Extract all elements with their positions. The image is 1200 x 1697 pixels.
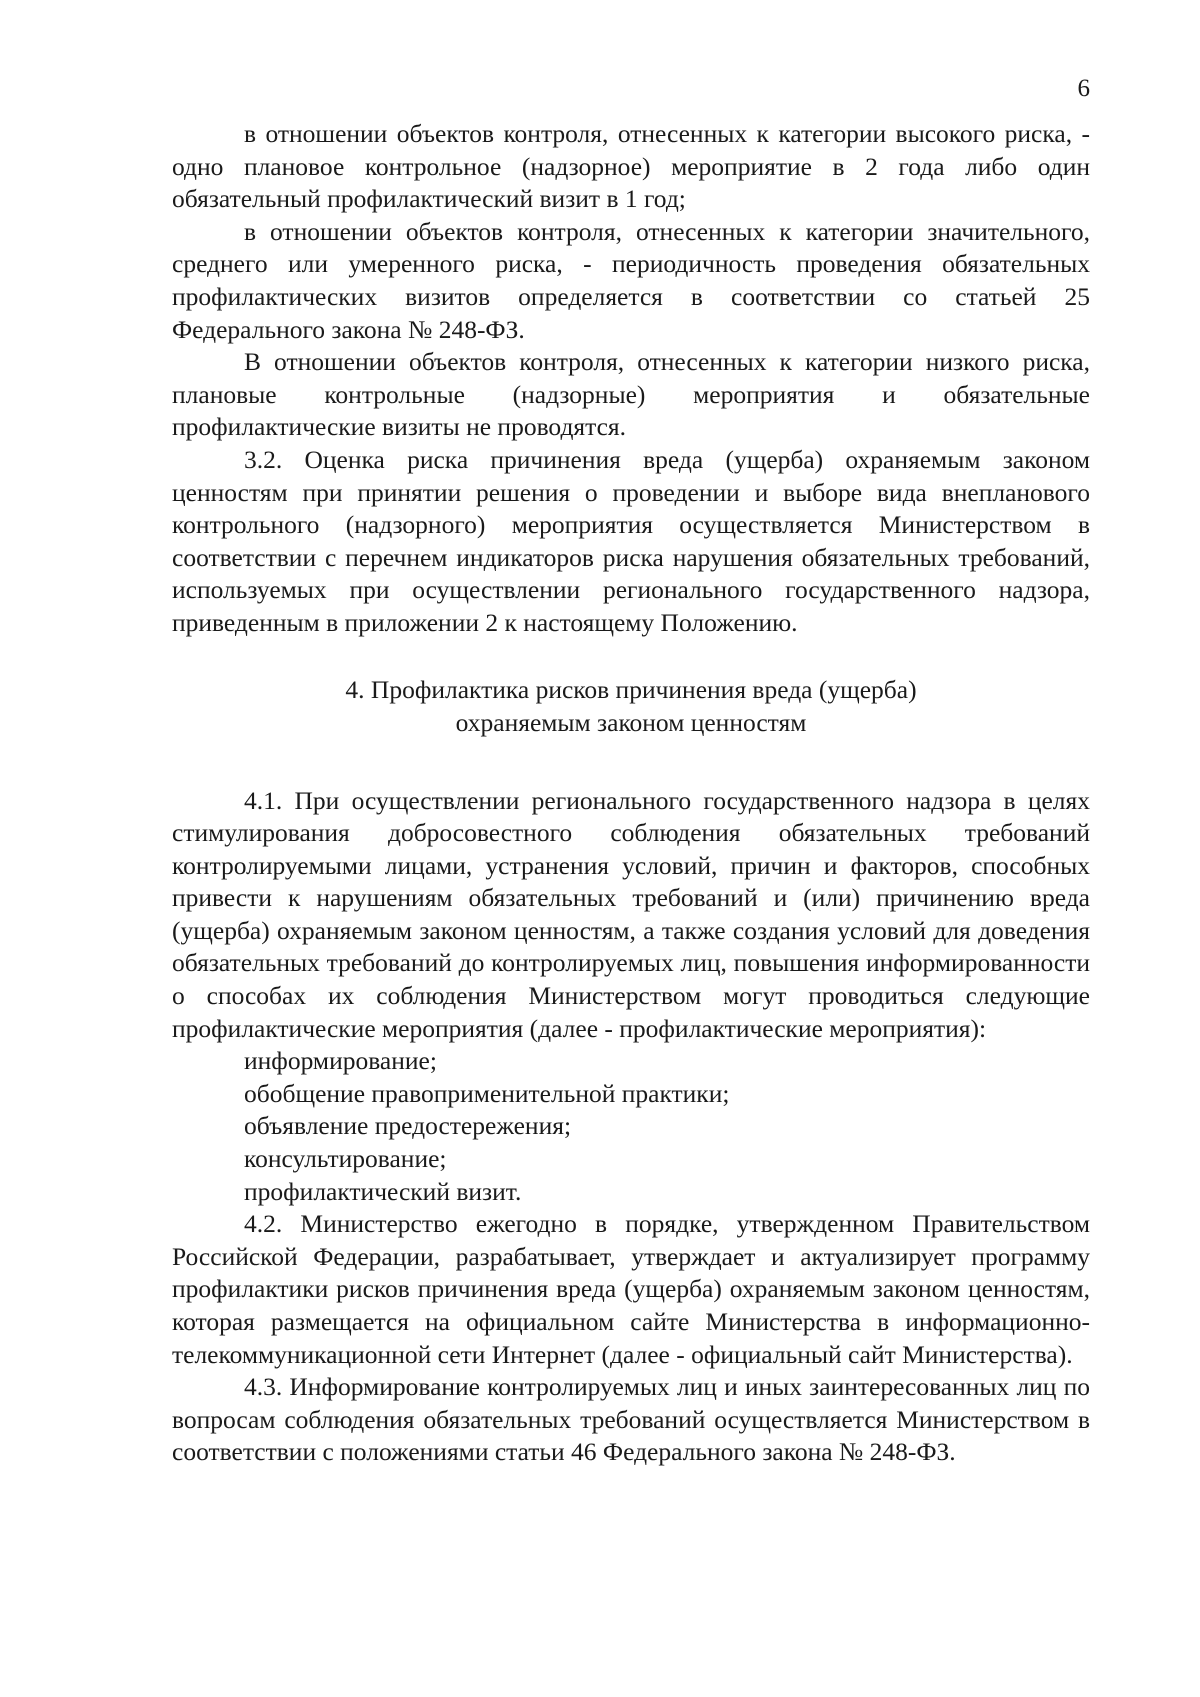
list-item: профилактический визит.	[244, 1176, 522, 1206]
paragraph-4-1: 4.1. При осуществлении регионального государственного надзора в целях стимулирования добросовестного соблюдения обязательных требований контролируемыми лицами, устранения условий, причин и факторов, способных привести к нарушениям обязательных требований и (или) причинению вреда (ущерба) охраняемым законом ценностям, а также создания условий для доведения обязательных требований до контролируемых лиц, повышения информированности о способах их соблюдения Министерством могут проводиться следующие профилактические мероприятия (далее - профилактические мероприятия):	[172, 785, 1090, 1043]
paragraph-high-risk: в отношении объектов контроля, отнесенных к категории высокого риска, - одно плановое контрольное (надзорное) мероприятие в 2 года либо один обязательный профилактический визит в 1 год;	[172, 119, 1090, 214]
measures-list	[172, 1045, 1090, 1208]
section-heading-line-2: охраняемым законом ценностям	[455, 707, 807, 737]
document-body	[172, 118, 1090, 1469]
list-item: информирование;	[244, 1046, 437, 1076]
list-item: объявление предостережения;	[244, 1111, 572, 1141]
section-heading-line-1: 4. Профилактика рисков причинения вреда (ущерба)	[345, 674, 917, 704]
page-number: 6	[1077, 75, 1090, 102]
paragraph-3-2: 3.2. Оценка риска причинения вреда (ущерба) охраняемым законом ценностям при принятии решения о проведении и выборе вида внепланового контрольного (надзорного) мероприятия осуществляется Министерством в соответствии с перечнем индикаторов риска нарушения обязательных требований, используемых при осуществлении регионального государственного надзора, приведенным в приложении 2 к настоящему Положению.	[172, 444, 1090, 637]
list-item: консультирование;	[244, 1144, 447, 1174]
paragraph-4-2: 4.2. Министерство ежегодно в порядке, утвержденном Правительством Российской Федерации, разрабатывает, утверждает и актуализирует программу профилактики рисков причинения вреда (ущерба) охраняемым законом ценностям, которая размещается на официальном сайте Министерства в информационно-телекоммуникационной сети Интернет (далее - официальный сайт Министерства).	[172, 1209, 1090, 1369]
paragraph-4-3: 4.3. Информирование контролируемых лиц и иных заинтересованных лиц по вопросам соблюдения обязательных требований осуществляется Министерством в соответствии с положениями статьи 46 Федерального закона № 248-ФЗ.	[172, 1372, 1090, 1467]
paragraph-low-risk: В отношении объектов контроля, отнесенных к категории низкого риска, плановые контрольные (надзорные) мероприятия и обязательные профилактические визиты не проводятся.	[172, 347, 1090, 442]
section-heading	[172, 673, 1090, 739]
paragraph-moderate-risk: в отношении объектов контроля, отнесенных к категории значительного, среднего или умеренного риска, - периодичность проведения обязательных профилактических визитов определяется в соответствии со статьей 25 Федерального закона № 248-ФЗ.	[172, 216, 1090, 344]
list-item: обобщение правоприменительной практики;	[244, 1078, 730, 1108]
